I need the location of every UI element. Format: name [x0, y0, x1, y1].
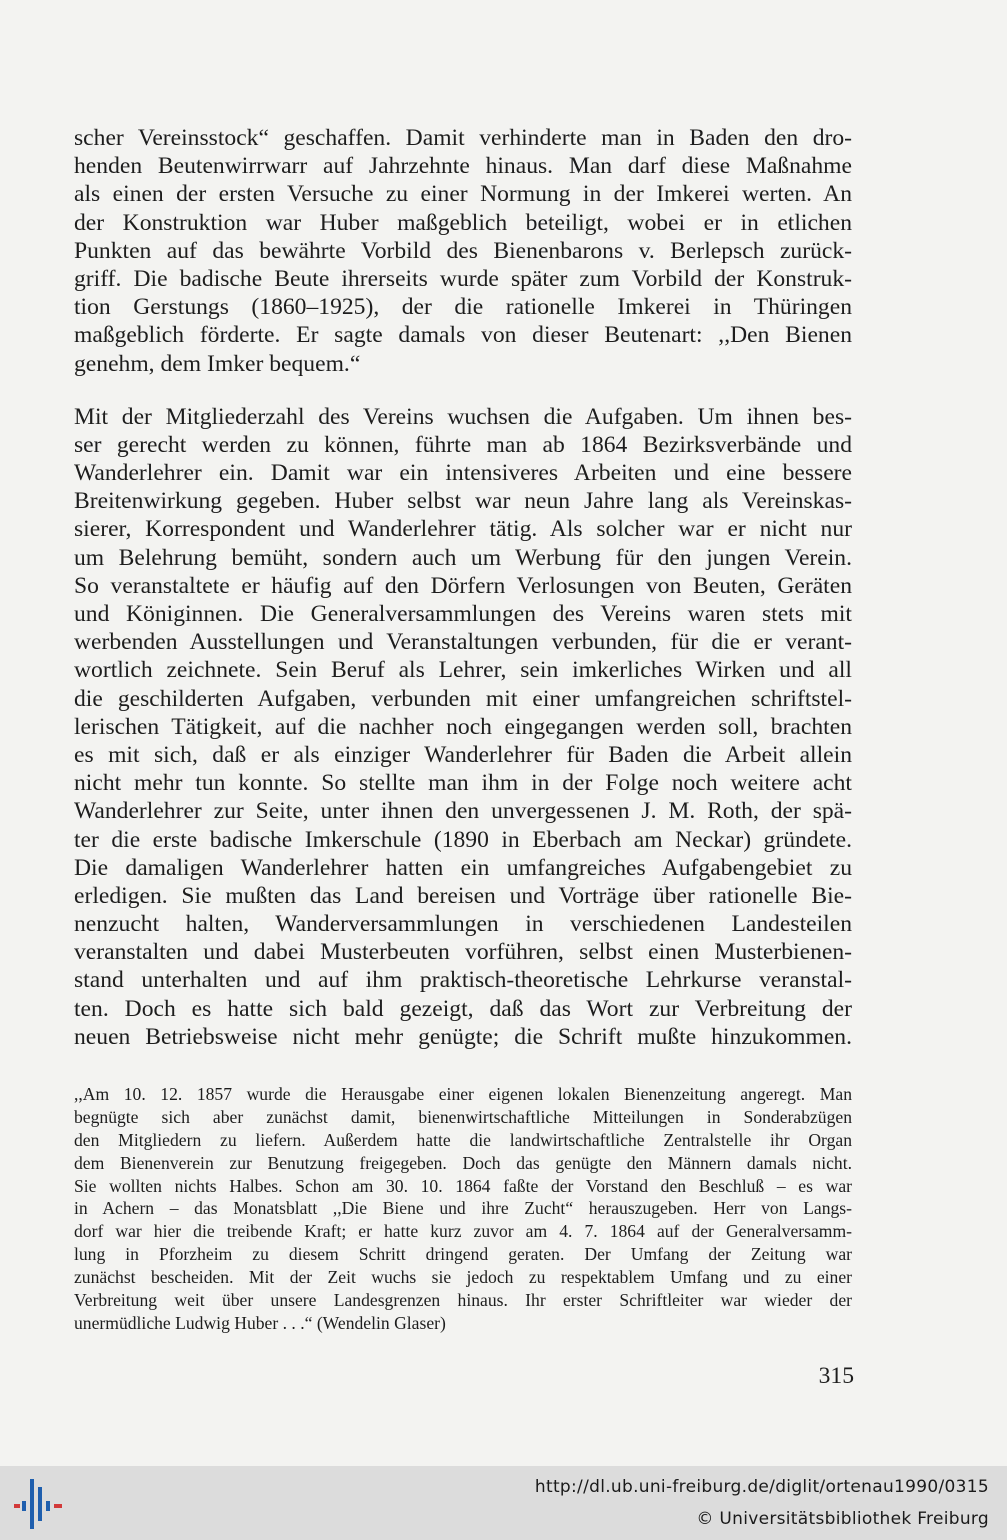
text-line: veranstalten und dabei Musterbeuten vorführen, selbst einen Musterbienen- — [74, 939, 852, 966]
text-line: Punkten auf das bewährte Vorbild des Bienenbarons v. Berlepsch zurück- — [74, 237, 852, 264]
page-number: 315 — [818, 1363, 854, 1389]
text-line: um Belehrung bemüht, sondern auch um Werbung für den jungen Verein. — [74, 544, 852, 571]
text-line: als einen der ersten Versuche zu einer Normung in der Imkerei werten. An — [74, 181, 852, 208]
footnote-line: ,,Am 10. 12. 1857 wurde die Herausgabe einer eigenen lokalen Bienenzeitung angeregt. Man — [74, 1084, 852, 1104]
text-line: nenzucht halten, Wanderversammlungen in verschiedenen Landesteilen — [74, 911, 852, 938]
footnote-line: Sie wollten nichts Halbes. Schon am 30. 10. 1864 faßte der Vorstand den Beschluß – es war — [74, 1175, 852, 1196]
text-line: tion Gerstungs (1860–1925), der die rationelle Imkerei in Thüringen — [74, 294, 852, 321]
footnote — [74, 1083, 852, 1335]
permalink-url[interactable]: http://dl.ub.uni-freiburg.de/diglit/ortenau1990/0315 — [534, 1477, 989, 1497]
text-line: wortlich zeichnete. Sein Beruf als Lehrer, sein imkerliches Wirken und all — [74, 657, 852, 684]
text-line: der Konstruktion war Huber maßgeblich beteiligt, wobei er in etlichen — [74, 209, 852, 236]
text-line: Mit der Mitgliederzahl des Vereins wuchsen die Aufgaben. Um ihnen bes- — [74, 403, 852, 430]
footnote-line: begnügte sich aber zunächst damit, bienenwirtschaftliche Mitteilungen in Sonderabzügen — [74, 1106, 852, 1127]
text-line: henden Beutenwirrwarr auf Jahrzehnte hinaus. Man darf diese Maßnahme — [74, 153, 852, 180]
paragraph-1 — [74, 124, 852, 378]
text-line: scher Vereinsstock“ geschaffen. Damit verhinderte man in Baden den dro- — [74, 125, 852, 151]
main-text — [74, 124, 852, 1051]
footnote-line: dorf war hier die treibende Kraft; er hatte kurz zuvor am 4. 7. 1864 auf der Generalversamm- — [74, 1221, 852, 1242]
paragraph-gap — [74, 378, 852, 403]
text-line: maßgeblich förderte. Er sagte damals von dieser Beutenart: ,,Den Bienen — [74, 322, 852, 349]
footnote-line: dem Bienenverein zur Benutzung freigegeben. Doch das genügte den Männern damals nicht. — [74, 1152, 852, 1173]
text-line: nicht mehr tun konnte. So stellte man ihm in der Folge noch weitere acht — [74, 770, 852, 797]
viewer-footer — [0, 1466, 1007, 1540]
text-line: erledigen. Sie mußten das Land bereisen und Vorträge über rationelle Bie- — [74, 882, 852, 909]
text-line: griff. Die badische Beute ihrerseits wurde später zum Vorbild der Konstruk- — [74, 265, 852, 292]
text-line: neuen Betriebsweise nicht mehr genügte; die Schrift mußte hinzukommen. — [74, 1023, 852, 1050]
copyright-notice: © Universitätsbibliothek Freiburg — [696, 1509, 989, 1529]
text-line: und Königinnen. Die Generalversammlungen des Vereins waren stets mit — [74, 601, 852, 627]
text-line: ter die erste badische Imkerschule (1890 in Eberbach am Neckar) gründete. — [74, 826, 852, 853]
text-line: werbenden Ausstellungen und Veranstaltungen verbunden, für die er verant- — [74, 629, 852, 656]
text-line: Die damaligen Wanderlehrer hatten ein umfangreiches Aufgabengebiet zu — [74, 854, 852, 881]
text-line: Wanderlehrer zur Seite, unter ihnen den unvergessenen J. M. Roth, der spä- — [74, 798, 852, 825]
text-line: So veranstaltete er häufig auf den Dörfern Verlosungen von Beuten, Geräten — [74, 572, 852, 599]
footnote-line: den Mitgliedern zu liefern. Außerdem hatte die landwirtschaftliche Zentralstelle ihr Organ — [74, 1129, 852, 1150]
text-line: Breitenwirkung gegeben. Huber selbst war neun Jahre lang als Vereinskas- — [74, 488, 852, 515]
footnote-line: unermüdliche Ludwig Huber . . .“ (Wendelin Glaser) — [74, 1312, 446, 1333]
footnote-line: lung in Pforzheim zu diesem Schritt dringend geraten. Der Umfang der Zeitung war — [74, 1244, 852, 1265]
text-line: ten. Doch es hatte sich bald gezeigt, daß das Wort zur Verbreitung der — [74, 995, 852, 1022]
text-line: Wanderlehrer ein. Damit war ein intensiveres Arbeiten und eine bessere — [74, 460, 852, 487]
ub-freiburg-logo-icon — [14, 1475, 64, 1533]
text-line: die geschilderten Aufgaben, verbunden mit einer umfangreichen schriftstel- — [74, 685, 852, 712]
text-line: sierer, Korrespondent und Wanderlehrer tätig. Als solcher war er nicht nur — [74, 516, 852, 543]
text-line: es mit sich, daß er als einziger Wanderlehrer für Baden die Arbeit allein — [74, 741, 852, 768]
text-line: stand unterhalten und auf ihm praktisch-theoretische Lehrkurse veranstal- — [74, 967, 852, 994]
footnote-line: zunächst bescheiden. Mit der Zeit wuchs sie jedoch zu respektablem Umfang und zu einer — [74, 1267, 852, 1288]
paragraph-2 — [74, 403, 852, 1051]
text-line: lerischen Tätigkeit, auf die nachher noch eingegangen werden soll, brachten — [74, 713, 852, 740]
footnote-line: in Achern – das Monatsblatt ,,Die Biene und ihre Zucht“ herauszugeben. Herr von Langs- — [74, 1198, 852, 1219]
text-line: genehm, dem Imker bequem.“ — [74, 350, 361, 377]
text-line: ser gerecht werden zu können, führte man ab 1864 Bezirksverbände und — [74, 431, 852, 458]
footnote-line: Verbreitung weit über unsere Landesgrenzen hinaus. Ihr erster Schriftleiter war wieder der — [74, 1290, 852, 1311]
